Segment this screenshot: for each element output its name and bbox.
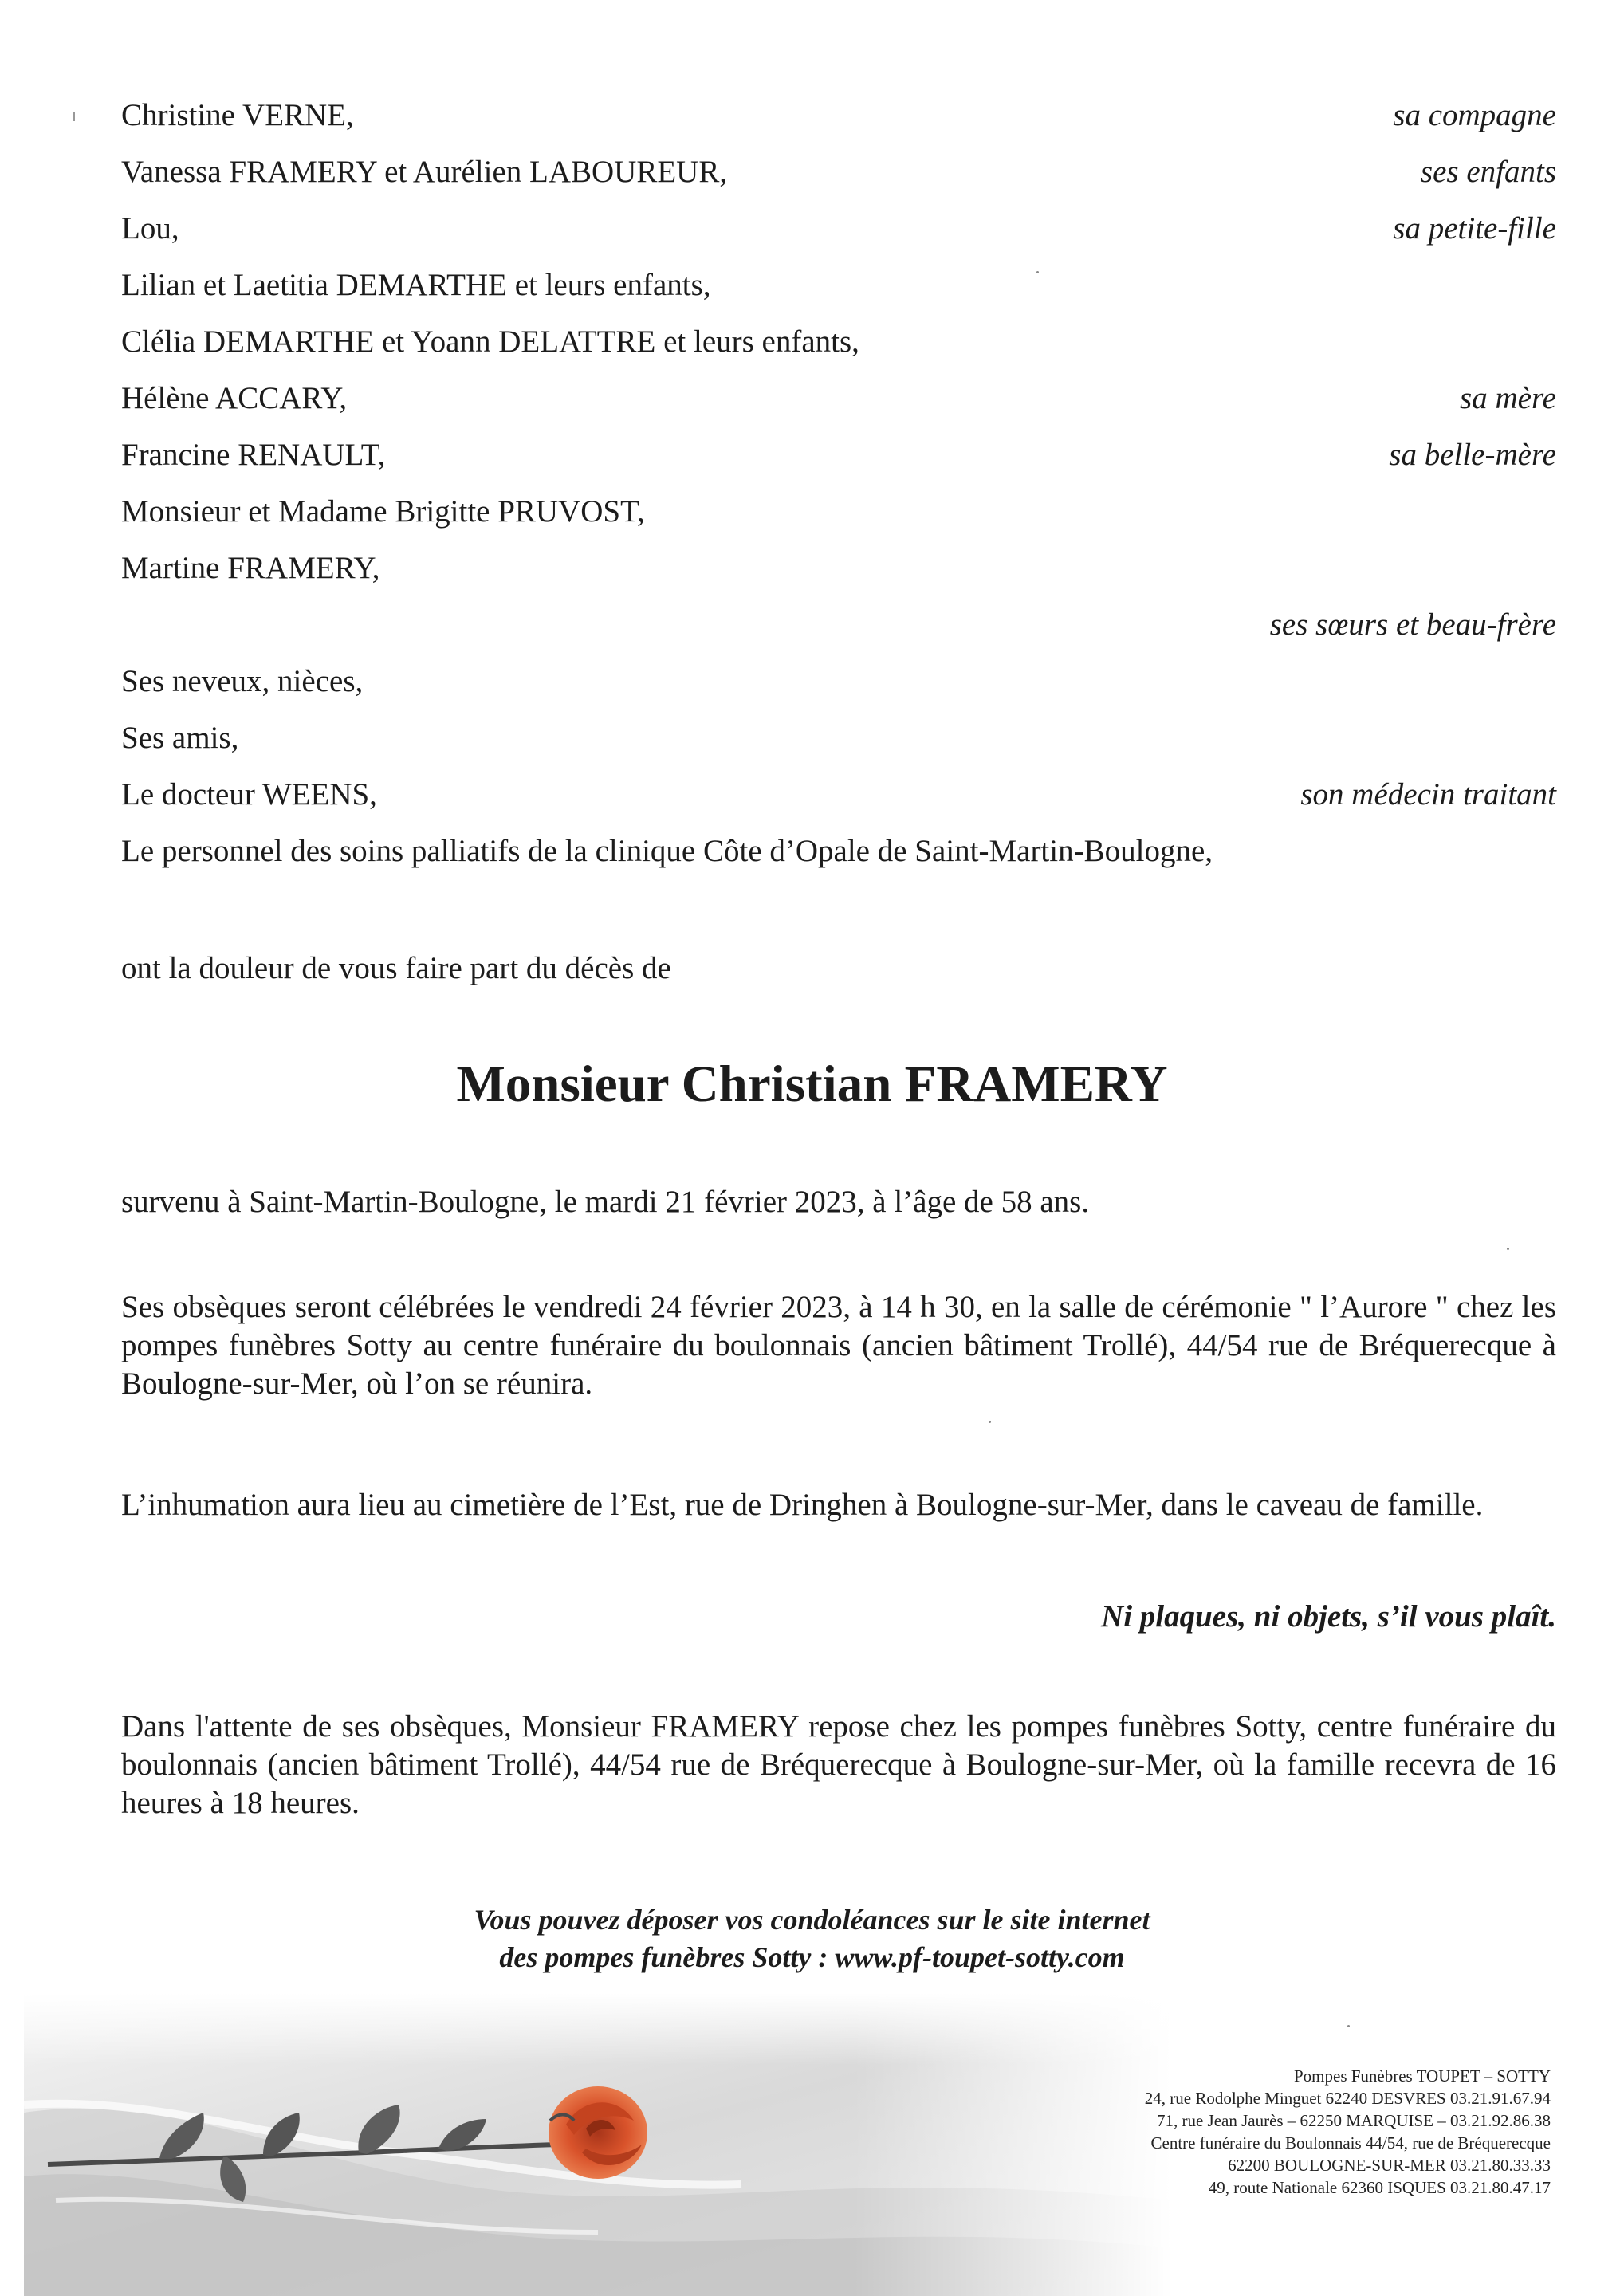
family-relation: son médecin traitant (1300, 777, 1556, 812)
family-relation: sa belle-mère (1389, 438, 1556, 472)
visitation-paragraph: Dans l'attente de ses obsèques, Monsieur FRAMERY repose chez les pompes funèbres Sotty, centre funéraire du boulonnais (ancien bâtiment Trollé), 44/54 rue de Bréquerecque à Boulogne-sur-Mer, où la famille recevra de 16 heures à 18 heures. (121, 1709, 1556, 1820)
family-name: Le personnel des soins palliatifs de la clinique Côte d’Opale de Saint-Martin-Boulogne, (121, 834, 1213, 868)
family-row (121, 318, 1556, 366)
family-row (121, 714, 1556, 762)
undertaker-address: 24, rue Rodolphe Minguet 62240 DESVRES 03.21.91.67.94 (1144, 2089, 1551, 2108)
family-name: Ses amis, (121, 721, 239, 755)
burial-paragraph: L’inhumation aura lieu au cimetière de l’Est, rue de Dringhen à Boulogne-sur-Mer, dans le caveau de famille. (121, 1488, 1484, 1522)
family-row (121, 431, 1556, 479)
family-name: Vanessa FRAMERY et Aurélien LABOUREUR, (121, 155, 728, 189)
undertaker-block (1145, 2065, 1551, 2199)
family-name: Le docteur WEENS, (121, 777, 377, 812)
family-row (121, 375, 1556, 423)
no-flowers-request: Ni plaques, ni objets, s’il vous plaît. (1101, 1599, 1556, 1634)
undertaker-name: Pompes Funèbres TOUPET – SOTTY (1293, 2066, 1551, 2086)
family-row (121, 545, 1556, 592)
family-relation: ses enfants (1420, 155, 1556, 189)
death-notice: survenu à Saint-Martin-Boulogne, le mardi 21 février 2023, à l’âge de 58 ans. (121, 1185, 1090, 1219)
family-name: Francine RENAULT, (121, 438, 386, 472)
condolences-line-2: des pompes funèbres Sotty : www.pf-toupet-sotty.com (499, 1941, 1125, 1973)
family-name: Christine VERNE, (121, 98, 354, 132)
undertaker-address: 62200 BOULOGNE-SUR-MER 03.21.80.33.33 (1228, 2156, 1551, 2175)
family-row (121, 261, 1556, 309)
family-row (121, 205, 1556, 253)
undertaker-address: 71, rue Jean Jaurès – 62250 MARQUISE – 03.21.92.86.38 (1156, 2111, 1551, 2130)
family-row (121, 828, 1556, 875)
family-relation: sa mère (1460, 381, 1556, 415)
family-relation: sa compagne (1393, 98, 1556, 132)
family-relation: sa petite-fille (1393, 211, 1556, 246)
undertaker-address: Centre funéraire du Boulonnais 44/54, rue de Bréquerecque (1150, 2133, 1551, 2152)
family-name: Lilian et Laetitia DEMARTHE et leurs enfants, (121, 268, 711, 302)
family-row (121, 601, 1556, 649)
condolences-line-1: Vous pouvez déposer vos condoléances sur le site internet (474, 1904, 1150, 1936)
family-name: Hélène ACCARY, (121, 381, 348, 415)
undertaker-address: 49, route Nationale 62360 ISQUES 03.21.80.47.17 (1208, 2178, 1551, 2197)
family-name: Clélia DEMARTHE et Yoann DELATTRE et leurs enfants, (121, 324, 859, 359)
family-row (121, 771, 1556, 819)
scan-speck (989, 1421, 991, 1423)
deceased-name: Monsieur Christian FRAMERY (456, 1056, 1168, 1113)
family-name: Lou, (121, 211, 179, 246)
scan-speck (1036, 271, 1039, 273)
scan-speck (1347, 2025, 1350, 2027)
family-row (121, 488, 1556, 536)
family-row (121, 148, 1556, 196)
funeral-paragraph: Ses obsèques seront célébrées le vendredi 24 février 2023, à 14 h 30, en la salle de cérémonie " l’Aurore " chez les pompes funèbres Sotty au centre funéraire du boulonnais (ancien bâtiment Trollé), 44/54 rue de Bréquerecque à Boulogne-sur-Mer, où l’on se réunira. (121, 1290, 1556, 1401)
scan-speck (1507, 1248, 1509, 1250)
family-name: Monsieur et Madame Brigitte PRUVOST, (121, 494, 645, 529)
family-name: Martine FRAMERY, (121, 551, 380, 585)
announcement-text: ont la douleur de vous faire part du décès de (121, 951, 671, 985)
family-name: Ses neveux, nièces, (121, 664, 364, 698)
family-row (121, 92, 1556, 140)
family-row (121, 658, 1556, 706)
family-relation: ses sœurs et beau-frère (1269, 607, 1556, 642)
scan-speck (73, 112, 75, 121)
rose-on-beach-image (24, 1993, 1172, 2296)
